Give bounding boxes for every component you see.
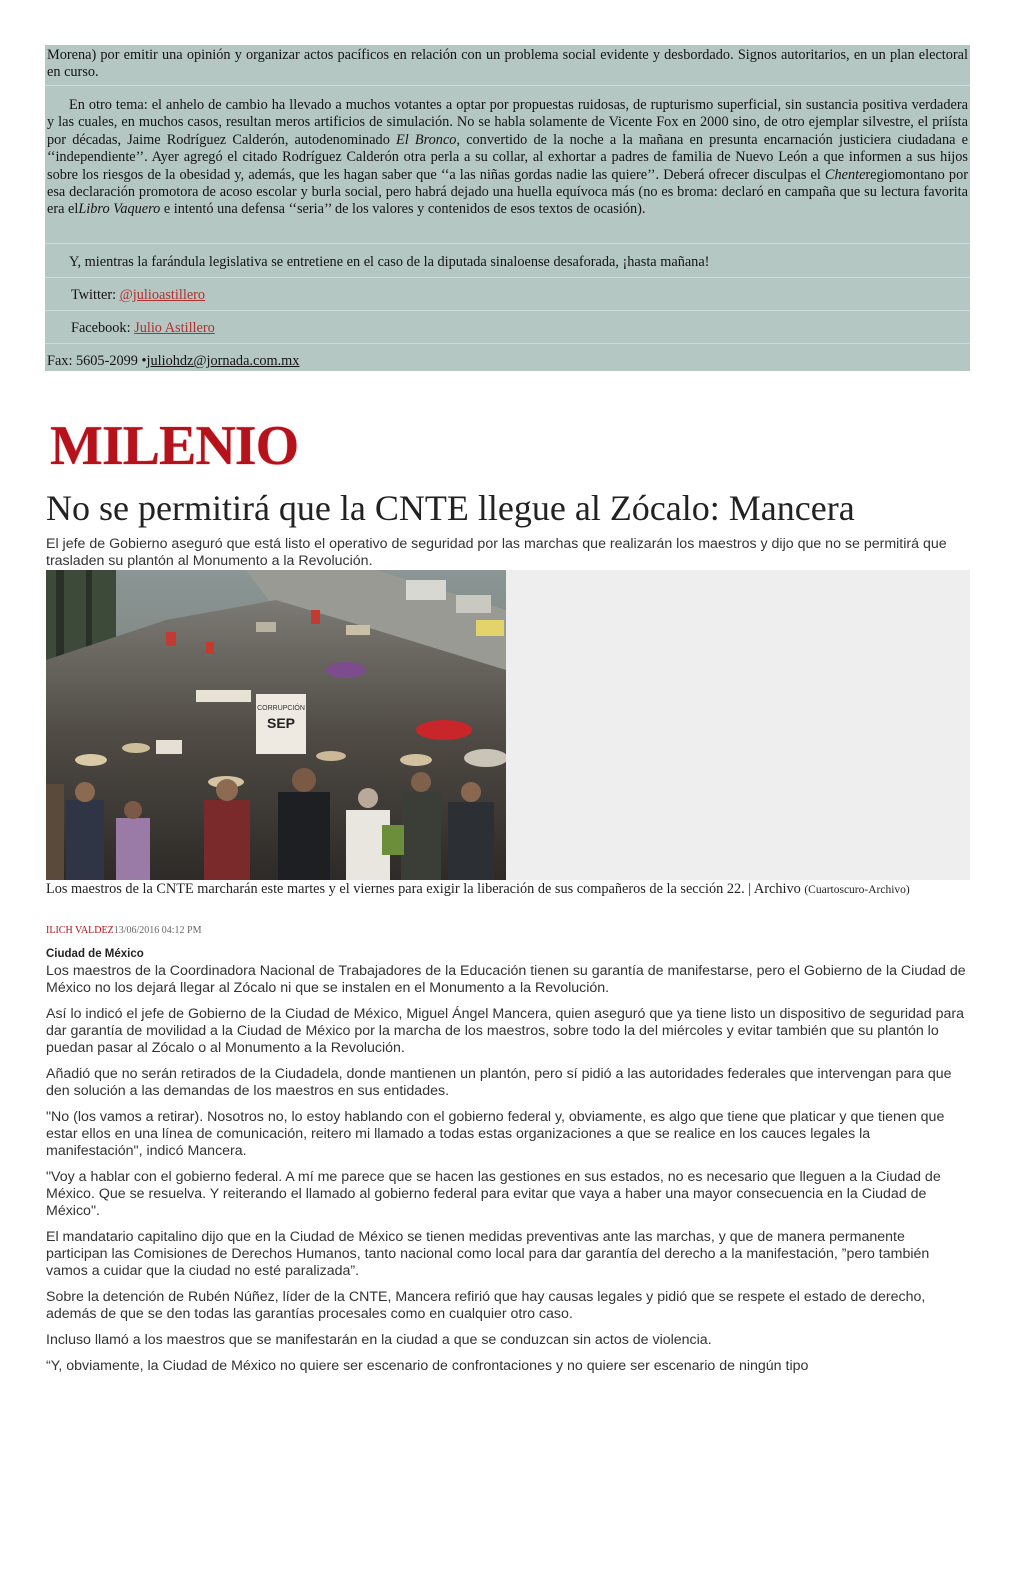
article-paragraph: El mandatario capitalino dijo que en la Ciudad de México se tienen medidas preventivas ante las marchas, y que de manera permanente participan las Comisiones de Derechos Humanos, tanto nacional como local para dar garantía del derecho a la manifestación, ”pero también vamos a cuidar que la ciudad no esté paralizada”. xyxy=(46,1229,930,1279)
divider xyxy=(45,310,970,311)
facebook-line: Facebook: Julio Astillero xyxy=(71,320,215,336)
photo-caption: Los maestros de la CNTE marcharán este martes y el viernes para exigir la liberación de sus compañeros de la sección 22. | Archivo (Cuartoscuro-Archivo) xyxy=(46,881,910,897)
facebook-link[interactable]: Julio Astillero xyxy=(134,320,215,336)
article-body xyxy=(46,963,970,1384)
photo-sign-text: SEP xyxy=(266,715,296,731)
article-paragraph: Los maestros de la Coordinadora Nacional de Trabajadores de la Educación tienen su garantía de manifestarse, pero el Gobierno de la Ciudad de México no los dejará llegar al Zócalo ni que se instalen en el Monumento a la Revolución. xyxy=(46,963,966,996)
article-paragraph: Así lo indicó el jefe de Gobierno de la Ciudad de México, Miguel Ángel Mancera, quien aseguró que ya tiene listo un dispositivo de seguridad para dar garantía de movilidad a la Ciudad de México por la marcha de los maestros, sobre todo la del miércoles y evitar también que su plantón lo puedan pasar al Zócalo o al Monumento a la Revolución. xyxy=(46,1006,965,1056)
timestamp: 13/06/2016 04:12 PM xyxy=(113,925,202,936)
column-block xyxy=(45,45,970,371)
dateline: Ciudad de México xyxy=(46,948,144,960)
photo-container xyxy=(46,570,970,880)
article-paragraph: Incluso llamó a los maestros que se manifestarán en la ciudad a que se conduzcan sin actos de violencia. xyxy=(46,1332,712,1348)
article-paragraph: Sobre la detención de Rubén Núñez, líder de la CNTE, Mancera refirió que hay causas legales y pidió que se respete el estado de derecho, además de que se den todas las garantías procesales como en cualquier otro caso. xyxy=(46,1289,926,1322)
article-paragraph: Añadió que no serán retirados de la Ciudadela, donde mantienen un plantón, pero sí pidió a las autoridades federales que intervengan para que den solución a las demandas de los maestros en sus entidades. xyxy=(46,1066,952,1099)
column-paragraph: Morena) por emitir una opinión y organizar actos pacíficos en relación con un problema social evidente y desbordado. Signos autoritarios, en un plan electoral en curso. xyxy=(47,47,968,81)
divider xyxy=(45,343,970,344)
photo-sign-text: CORRUPCIÓN xyxy=(257,705,305,712)
march-photo xyxy=(46,570,506,880)
divider xyxy=(45,243,970,244)
column-paragraph: Y, mientras la farándula legislativa se entretiene en el caso de la diputada sinaloense desaforada, ¡hasta mañana! xyxy=(69,254,710,270)
article-paragraph: “Y, obviamente, la Ciudad de México no quiere ser escenario de confrontaciones y no quiere ser escenario de ningún tipo xyxy=(46,1358,809,1374)
divider xyxy=(45,277,970,278)
twitter-line: Twitter: @julioastillero xyxy=(71,287,206,303)
article-lead: El jefe de Gobierno aseguró que está listo el operativo de seguridad por las marchas que realizarán los maestros y dijo que no se permitirá que trasladen su plantón al Monumento a la Revolución. xyxy=(46,536,947,569)
email-link[interactable]: juliohdz@jornada.com.mx xyxy=(146,353,300,369)
column-paragraph: En otro tema: el anhelo de cambio ha llevado a muchos votantes a optar por propuestas ruidosas, de rupturismo superficial, sin sustancia positiva verdadera y las cuales, en muchos casos, resultan meros artificios de simulación. No se habla solamente de Vicente Fox en 2000 sino, de otro ejemplar silvestre, el priísta por décadas, Jaime Rodríguez Calderón, autodenominado El Bronco, convertido de la noche a la mañana en presunta encarnación justiciera ciudadana e ‘‘independiente’’. Ayer agregó el citado Rodríguez Calderón otra perla a su collar, al exhortar a padres de familia de Nuevo León a que informen a sus hijos sobre los riesgos de la obesidad y, además, que les hagan saber que ‘‘a las niñas gordas nadie las quiere’’. Deberá ofrecer disculpas el Chenteregiomontano por esa declaración promotora de acoso escolar y burla social, pero habrá dejado una huella equívoca más (no es broma: declaró en campaña que su lectura favorita era elLibro Vaquero e intentó una defensa ‘‘seria’’ de los valores y contenidos de esos textos de ocasión). xyxy=(47,97,968,218)
author-link[interactable]: ILICH VALDEZ xyxy=(46,925,114,936)
milenio-logo: MILENIO xyxy=(50,415,299,477)
contact-line: Fax: 5605-2099 •juliohdz@jornada.com.mx xyxy=(47,353,300,369)
divider xyxy=(45,85,970,86)
article-paragraph: "No (los vamos a retirar). Nosotros no, lo estoy hablando con el gobierno federal y, obviamente, es algo que tiene que platicar y que tienen que estar ellos en una línea de comunicación, reitero mi llamado a todas estas organizaciones a que se realice en los cauces legales la manifestación", indicó Mancera. xyxy=(46,1109,945,1159)
article-headline: No se permitirá que la CNTE llegue al Zócalo: Mancera xyxy=(46,488,855,528)
twitter-link[interactable]: @julioastillero xyxy=(119,287,206,303)
photo-credit: (Cuartoscuro-Archivo) xyxy=(804,884,910,896)
article-paragraph: "Voy a hablar con el gobierno federal. A mí me parece que se hacen las gestiones en sus estados, no es necesario que lleguen a la Ciudad de México. Que se resuelva. Y reiterando el llamado al gobierno federal para evitar que vaya a haber una mayor consecuencia en la Ciudad de México". xyxy=(46,1169,941,1219)
byline xyxy=(46,925,201,936)
